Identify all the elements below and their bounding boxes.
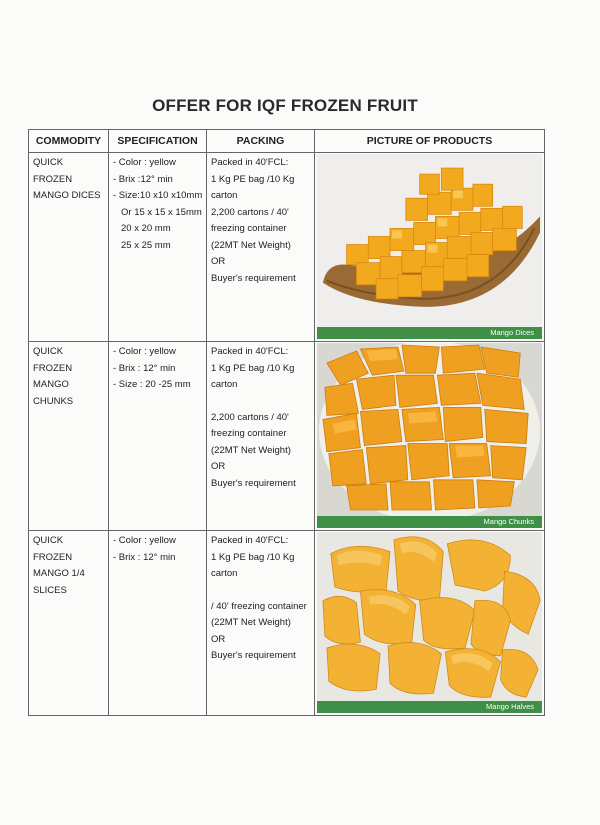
packing-gap: [211, 394, 312, 410]
packing-cell: [207, 531, 315, 716]
table-row: [29, 342, 545, 531]
packing-line: (22MT Net Weight): [211, 444, 291, 456]
mango-halves-photo: [317, 532, 542, 701]
packing-line: Packed in 40'FCL:: [211, 346, 289, 357]
commodity-cell: [29, 342, 109, 531]
spec-line: 25 x 25 mm: [121, 239, 171, 251]
photo-caption: Mango Halves: [317, 701, 542, 713]
packing-line: Buyer's requirement: [211, 650, 296, 661]
commodity-cell: [29, 153, 109, 342]
commodity-line: MANGO: [33, 379, 69, 390]
packing-line: Buyer's requirement: [211, 272, 296, 284]
spec-line: - Brix :12° min: [113, 173, 173, 185]
commodity-line: FROZEN: [33, 362, 73, 374]
packing-line: carton: [211, 190, 238, 201]
offer-table: [28, 129, 545, 716]
table-header-row: [29, 130, 545, 153]
specification-cell: [109, 342, 207, 531]
spec-line: - Color : yellow: [113, 157, 176, 168]
packing-cell: [207, 342, 315, 531]
packing-line: (22MT Net Weight): [211, 239, 291, 251]
commodity-line: QUICK: [33, 157, 64, 168]
specification-cell: [109, 153, 207, 342]
packing-line: 2,200 cartons / 40': [211, 206, 289, 218]
picture-cell: [315, 342, 545, 531]
packing-line: 1 Kg PE bag /10 Kg: [211, 551, 295, 563]
commodity-line: SLICES: [33, 584, 67, 596]
packing-gap: [211, 583, 312, 599]
page-title: OFFER FOR IQF FROZEN FRUIT: [152, 96, 418, 115]
spec-line: - Brix : 12° min: [113, 551, 176, 563]
spec-line: - Size : 20 -25 mm: [113, 379, 191, 390]
packing-cell: [207, 153, 315, 342]
spec-line: - Size:10 x10 x10mm: [113, 190, 203, 201]
mango-dices-photo: [317, 154, 542, 327]
packing-line: / 40' freezing container: [211, 600, 307, 612]
spec-line: 20 x 20 mm: [121, 223, 171, 234]
packing-line: freezing container: [211, 428, 287, 439]
packing-line: Buyer's requirement: [211, 477, 296, 489]
header-packing: PACKING: [207, 130, 315, 153]
commodity-line: QUICK: [33, 535, 64, 546]
spec-line: - Color : yellow: [113, 346, 176, 357]
packing-line: 1 Kg PE bag /10 Kg: [211, 362, 295, 374]
packing-line: 1 Kg PE bag /10 Kg: [211, 173, 295, 185]
commodity-cell: [29, 531, 109, 716]
packing-line: carton: [211, 568, 238, 579]
packing-line: OR: [211, 256, 226, 267]
spec-line: - Color : yellow: [113, 535, 176, 546]
picture-cell: [315, 531, 545, 716]
commodity-line: MANGO 1/4: [33, 568, 85, 579]
spec-line: Or 15 x 15 x 15mm: [121, 206, 202, 218]
packing-line: 2,200 cartons / 40': [211, 411, 289, 423]
commodity-line: FROZEN: [33, 551, 73, 563]
commodity-line: QUICK: [33, 346, 64, 357]
header-specification: SPECIFICATION: [109, 130, 207, 153]
table-row: [29, 153, 545, 342]
packing-line: Packed in 40'FCL:: [211, 535, 289, 546]
packing-line: (22MT Net Weight): [211, 617, 291, 628]
header-picture: PICTURE OF PRODUCTS: [315, 130, 545, 153]
packing-line: OR: [211, 633, 226, 645]
commodity-line: CHUNKS: [33, 395, 74, 407]
specification-cell: [109, 531, 207, 716]
header-commodity: COMMODITY: [29, 130, 109, 153]
commodity-line: FROZEN: [33, 173, 73, 185]
commodity-line: MANGO DICES: [33, 190, 101, 201]
packing-line: freezing container: [211, 223, 287, 234]
spec-line: - Brix : 12° min: [113, 362, 176, 374]
photo-caption: Mango Chunks: [317, 516, 542, 528]
photo-caption: Mango Dices: [317, 327, 542, 339]
packing-line: Packed in 40'FCL:: [211, 157, 289, 168]
table-row: [29, 531, 545, 716]
packing-line: OR: [211, 461, 226, 472]
picture-cell: [315, 153, 545, 342]
packing-line: carton: [211, 379, 238, 390]
mango-chunks-photo: [317, 343, 542, 516]
